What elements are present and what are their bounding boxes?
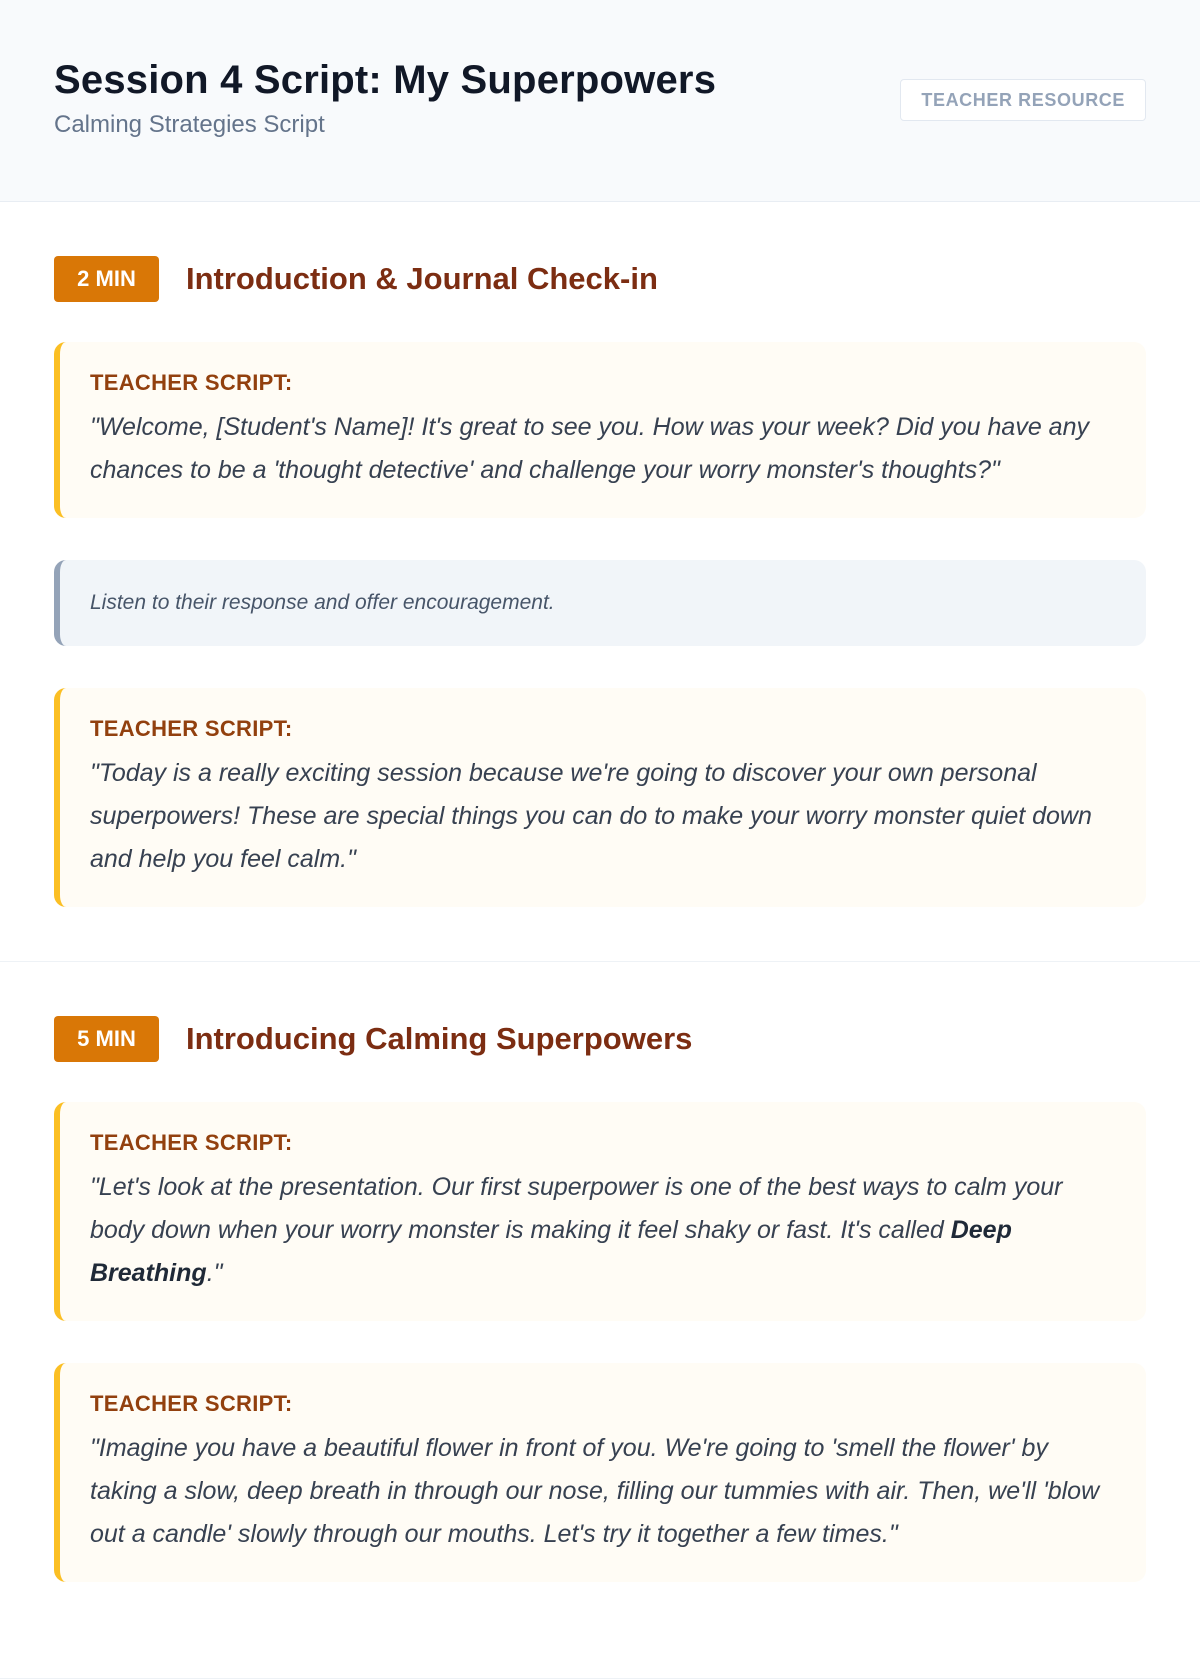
time-badge: 5 MIN: [54, 1016, 159, 1062]
page-subtitle: Calming Strategies Script: [54, 111, 325, 138]
page-title: Session 4 Script: My Superpowers: [54, 58, 717, 102]
script-text-end: .": [206, 1259, 223, 1287]
teacher-resource-badge: TEACHER RESOURCE: [900, 79, 1146, 121]
section-introduction: [0, 202, 1200, 962]
teacher-note: Listen to their response and offer encouragement.: [54, 560, 1146, 646]
script-label: TEACHER SCRIPT:: [90, 1130, 293, 1155]
script-text: [90, 1166, 1116, 1295]
script-label: TEACHER SCRIPT:: [90, 1391, 293, 1416]
section-title: Introducing Calming Superpowers: [186, 1021, 693, 1056]
script-text-start: "Let's look at the presentation. Our first superpower is one of the best ways to calm your body down when your worry monster is making it feel shaky or fast. It's called: [90, 1173, 1063, 1244]
script-text: "Today is a really exciting session because we're going to discover your own personal superpowers! These are special things you can do to make your worry monster quiet down and help you feel calm.": [90, 759, 1092, 873]
deep-breathing-term: Deep Breathing: [90, 1216, 1012, 1287]
page-header: [0, 0, 1200, 202]
section-heading: [54, 1016, 1146, 1062]
teacher-script-block: [54, 688, 1146, 907]
teacher-script-block: [54, 1102, 1146, 1321]
script-text: "Welcome, [Student's Name]! It's great to see you. How was your week? Did you have any chances to be a 'thought detective' and challenge your worry monster's thoughts?": [90, 413, 1089, 484]
script-label: TEACHER SCRIPT:: [90, 716, 293, 741]
section-heading: [54, 256, 1146, 302]
script-label: TEACHER SCRIPT:: [90, 370, 293, 395]
time-badge: 2 MIN: [54, 256, 159, 302]
section-calming-superpowers: [0, 962, 1200, 1679]
teacher-script-block: [54, 342, 1146, 518]
section-title: Introduction & Journal Check-in: [186, 261, 658, 296]
teacher-script-block: [54, 1363, 1146, 1582]
script-text: "Imagine you have a beautiful flower in front of you. We're going to 'smell the flower' by taking a slow, deep breath in through our nose, filling our tummies with air. Then, we'll 'blow out a candle' slowly through our mouths. Let's try it together a few times.": [90, 1434, 1100, 1548]
